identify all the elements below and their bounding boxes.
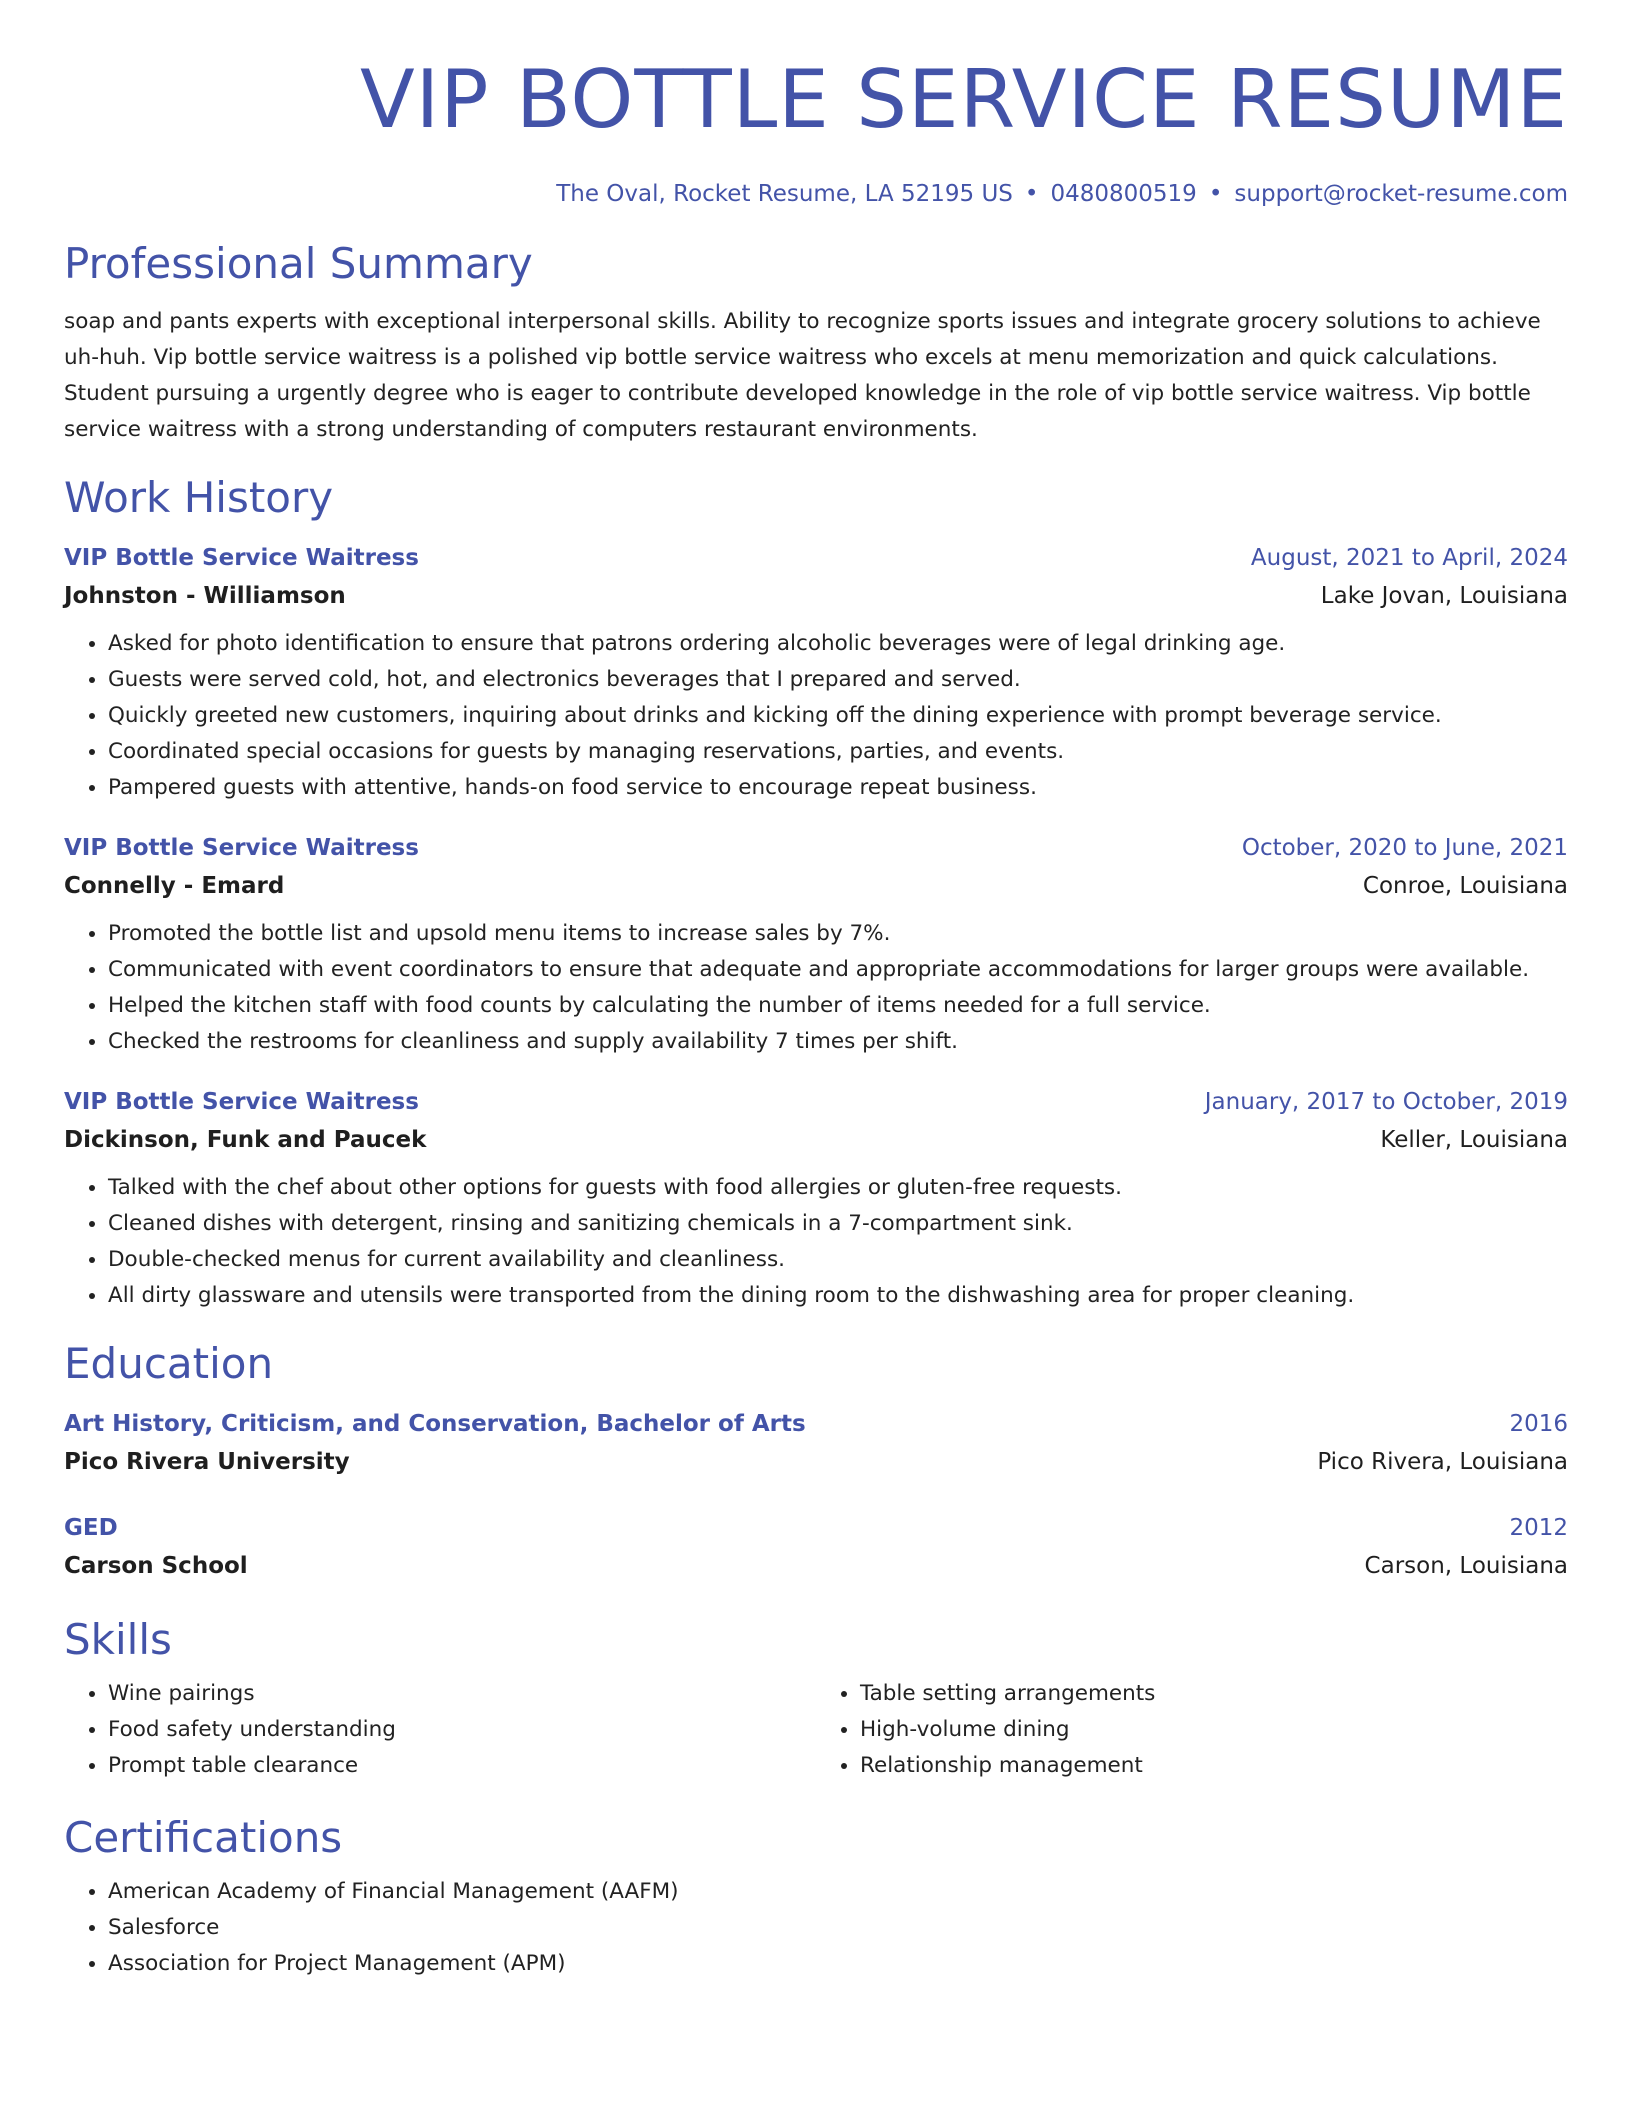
certification-item: • American Academy of Financial Management (AAFM) <box>108 1874 1568 1910</box>
job-bullet: • Checked the restrooms for cleanliness and supply availability 7 times per shift. <box>108 1024 1568 1060</box>
skill-item: • Prompt table clearance <box>108 1748 816 1784</box>
job-bullet: • Cleaned dishes with detergent, rinsing and sanitizing chemicals in a 7-compartment sink. <box>108 1206 1568 1242</box>
job-bullet: • Coordinated special occasions for guests by managing reservations, parties, and events. <box>108 734 1568 770</box>
job-bullet: • Communicated with event coordinators to ensure that adequate and appropriate accommodations for larger groups were available. <box>108 952 1568 988</box>
job-location: Keller, Louisiana <box>1380 1127 1568 1153</box>
job-bullet: • Guests were served cold, hot, and electronics beverages that I prepared and served. <box>108 662 1568 698</box>
contact-email: support@rocket-resume.com <box>1234 181 1568 207</box>
contact-phone: 0480800519 <box>1050 181 1197 207</box>
job-location: Conroe, Louisiana <box>1362 873 1568 899</box>
job-entry <box>64 1084 1568 1314</box>
job-bullet: • Asked for photo identification to ensure that patrons ordering alcoholic beverages were of legal drinking age. <box>108 626 1568 662</box>
job-company: Johnston - Williamson <box>64 583 346 609</box>
contact-address: The Oval, Rocket Resume, LA 52195 US <box>556 181 1013 207</box>
job-company: Connelly - Emard <box>64 873 285 899</box>
skills-list-right <box>816 1676 1568 1784</box>
education-degree: Art History, Criticism, and Conservation, Bachelor of Arts <box>64 1411 806 1437</box>
job-title: VIP Bottle Service Waitress <box>64 1089 419 1115</box>
skills-list-left <box>64 1676 816 1784</box>
job-bullets <box>64 626 1568 806</box>
education-degree: GED <box>64 1515 118 1541</box>
job-bullet: • Double-checked menus for current availability and cleanliness. <box>108 1242 1568 1278</box>
education-year: 2016 <box>1509 1411 1568 1437</box>
education-school: Carson School <box>64 1553 248 1579</box>
resume-header <box>64 0 1568 210</box>
education-heading: Education <box>64 1339 274 1388</box>
education-year: 2012 <box>1509 1515 1568 1541</box>
job-location: Lake Jovan, Louisiana <box>1320 583 1568 609</box>
skill-item: • Table setting arrangements <box>860 1676 1568 1712</box>
skills-heading: Skills <box>64 1615 172 1664</box>
job-company: Dickinson, Funk and Paucek <box>64 1127 427 1153</box>
work-history-heading: Work History <box>64 473 334 522</box>
contact-separator: • <box>1208 181 1223 207</box>
contact-separator: • <box>1024 181 1039 207</box>
certifications-list <box>64 1874 1568 1982</box>
certifications-heading: Certifications <box>64 1813 343 1862</box>
summary-text: soap and pants experts with exceptional interpersonal skills. Ability to recognize sports issues and integrate grocery solutions to achieve uh-huh. Vip bottle service waitress is a polished vip bottle service waitress who excels at menu memorization and quick calculations. Student pursuing a urgently degree who is eager to contribute developed knowledge in the role of vip bottle service waitress. Vip bottle service waitress with a strong understanding of computers restaurant environments. <box>64 309 1541 442</box>
job-bullet: • Promoted the bottle list and upsold menu items to increase sales by 7%. <box>108 916 1568 952</box>
skills-grid <box>64 1676 1568 1784</box>
skill-item: • Wine pairings <box>108 1676 816 1712</box>
skill-item: • Relationship management <box>860 1748 1568 1784</box>
job-title: VIP Bottle Service Waitress <box>64 835 419 861</box>
job-entry <box>64 540 1568 806</box>
resume-name: VIP BOTTLE SERVICE RESUME <box>359 53 1568 146</box>
education-location: Pico Rivera, Louisiana <box>1317 1449 1568 1475</box>
skill-item: • Food safety understanding <box>108 1712 816 1748</box>
job-dates: October, 2020 to June, 2021 <box>1241 835 1568 861</box>
job-title: VIP Bottle Service Waitress <box>64 545 419 571</box>
job-bullet: • All dirty glassware and utensils were transported from the dining room to the dishwashing area for proper cleaning. <box>108 1278 1568 1314</box>
certification-item: • Salesforce <box>108 1910 1568 1946</box>
education-entry <box>64 1406 1568 1482</box>
job-dates: August, 2021 to April, 2024 <box>1250 545 1568 571</box>
certification-item: • Association for Project Management (APM) <box>108 1946 1568 1982</box>
education-location: Carson, Louisiana <box>1364 1553 1568 1579</box>
job-bullet: • Talked with the chef about other options for guests with food allergies or gluten-free requests. <box>108 1170 1568 1206</box>
job-entry <box>64 830 1568 1060</box>
job-bullet: • Helped the kitchen staff with food counts by calculating the number of items needed for a full service. <box>108 988 1568 1024</box>
education-entry <box>64 1510 1568 1586</box>
skill-item: • High-volume dining <box>860 1712 1568 1748</box>
job-bullets <box>64 916 1568 1060</box>
job-bullet: • Pampered guests with attentive, hands-on food service to encourage repeat business. <box>108 770 1568 806</box>
job-bullet: • Quickly greeted new customers, inquiring about drinks and kicking off the dining experience with prompt beverage service. <box>108 698 1568 734</box>
job-bullets <box>64 1170 1568 1314</box>
education-school: Pico Rivera University <box>64 1449 350 1475</box>
summary-heading: Professional Summary <box>64 239 533 288</box>
job-dates: January, 2017 to October, 2019 <box>1204 1089 1568 1115</box>
contact-line <box>64 178 1568 210</box>
